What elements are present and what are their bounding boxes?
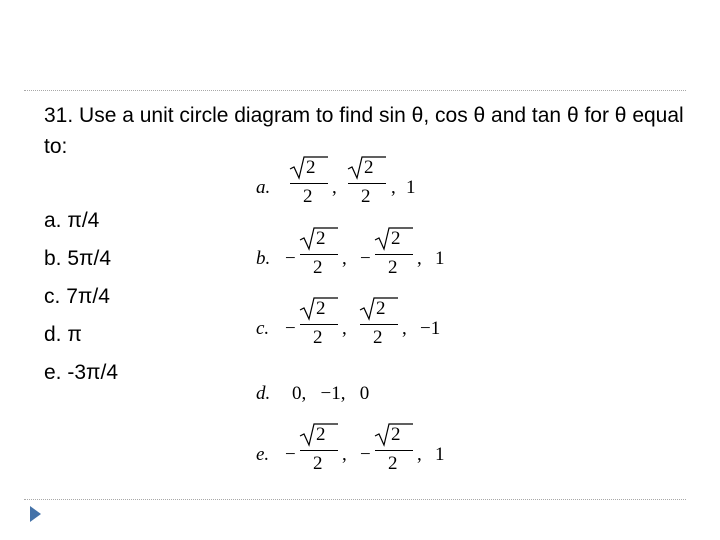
sin-radicand: 2 xyxy=(316,298,326,319)
tan-value: 1 xyxy=(435,248,445,269)
bottom-divider xyxy=(24,499,686,500)
choice-label: a. xyxy=(44,209,62,232)
choice-value: π/4 xyxy=(67,209,100,232)
choice-list xyxy=(44,202,118,392)
choice-d xyxy=(44,316,118,354)
sin-radicand: 2 xyxy=(316,424,326,445)
cos-fraction xyxy=(346,155,388,211)
sin-fraction xyxy=(298,296,340,352)
answer-label: d. xyxy=(256,383,271,404)
comma: , xyxy=(342,248,347,269)
sin-sign: − xyxy=(285,248,296,269)
choice-label: b. xyxy=(44,247,62,270)
answer-e xyxy=(254,422,494,484)
cos-fraction xyxy=(373,226,415,282)
cos-sign: − xyxy=(360,444,371,465)
answer-label: a. xyxy=(256,177,271,198)
comma: , xyxy=(342,318,347,339)
choice-value: π xyxy=(67,323,82,346)
cos-radicand: 2 xyxy=(364,157,374,178)
choice-c xyxy=(44,278,118,316)
fraction-bar xyxy=(375,450,413,451)
sin-fraction xyxy=(288,155,330,211)
answer-b xyxy=(254,226,494,288)
choice-value: 5π/4 xyxy=(67,247,112,270)
cos-fraction xyxy=(373,422,415,478)
comma: , xyxy=(417,248,422,269)
choice-label: d. xyxy=(44,323,62,346)
cos-denominator: 2 xyxy=(361,186,371,207)
cos-denominator: 2 xyxy=(388,257,398,278)
choice-value: 7π/4 xyxy=(66,285,110,308)
tan-value: 1 xyxy=(435,444,445,465)
sin-radicand: 2 xyxy=(316,228,326,249)
cos-radicand: 2 xyxy=(376,298,386,319)
fraction-bar xyxy=(290,183,328,184)
sin-fraction xyxy=(298,422,340,478)
answer-d xyxy=(254,365,494,427)
answer-label: c. xyxy=(256,318,270,339)
tan-value: 1 xyxy=(406,177,416,198)
choice-value: -3π/4 xyxy=(67,361,119,384)
fraction-bar xyxy=(300,450,338,451)
comma: , xyxy=(417,444,422,465)
answer-label: b. xyxy=(256,248,271,269)
fraction-bar xyxy=(348,183,386,184)
sin-sign: − xyxy=(285,318,296,339)
answer-c xyxy=(254,296,494,358)
comma: , xyxy=(342,444,347,465)
answer-a xyxy=(254,155,494,217)
comma: , xyxy=(391,177,396,198)
sin-fraction xyxy=(298,226,340,282)
answer-list xyxy=(254,0,494,540)
fraction-bar xyxy=(360,324,398,325)
question-text: 31. Use a unit circle diagram to find sin θ, cos θ and tan θ for θ equal to: xyxy=(44,104,684,158)
tan-value: −1 xyxy=(420,318,441,339)
cos-denominator: 2 xyxy=(388,453,398,474)
choice-b xyxy=(44,240,118,278)
sin-denominator: 2 xyxy=(303,186,313,207)
fraction-bar xyxy=(300,254,338,255)
sin-denominator: 2 xyxy=(313,453,323,474)
cos-fraction xyxy=(358,296,400,352)
triangle-right-icon[interactable] xyxy=(30,506,41,522)
cos-sign: − xyxy=(360,248,371,269)
sin-denominator: 2 xyxy=(313,257,323,278)
choice-e xyxy=(44,354,118,392)
answer-values: 0, −1, 0 xyxy=(292,383,370,404)
cos-denominator: 2 xyxy=(373,327,383,348)
cos-radicand: 2 xyxy=(391,228,401,249)
cos-radicand: 2 xyxy=(391,424,401,445)
fraction-bar xyxy=(375,254,413,255)
choice-label: e. xyxy=(44,361,62,384)
answer-label: e. xyxy=(256,444,270,465)
comma: , xyxy=(332,177,337,198)
comma: , xyxy=(402,318,407,339)
fraction-bar xyxy=(300,324,338,325)
choice-a xyxy=(44,202,118,240)
sin-denominator: 2 xyxy=(313,327,323,348)
choice-label: c. xyxy=(44,285,61,308)
sin-sign: − xyxy=(285,444,296,465)
sin-radicand: 2 xyxy=(306,157,316,178)
